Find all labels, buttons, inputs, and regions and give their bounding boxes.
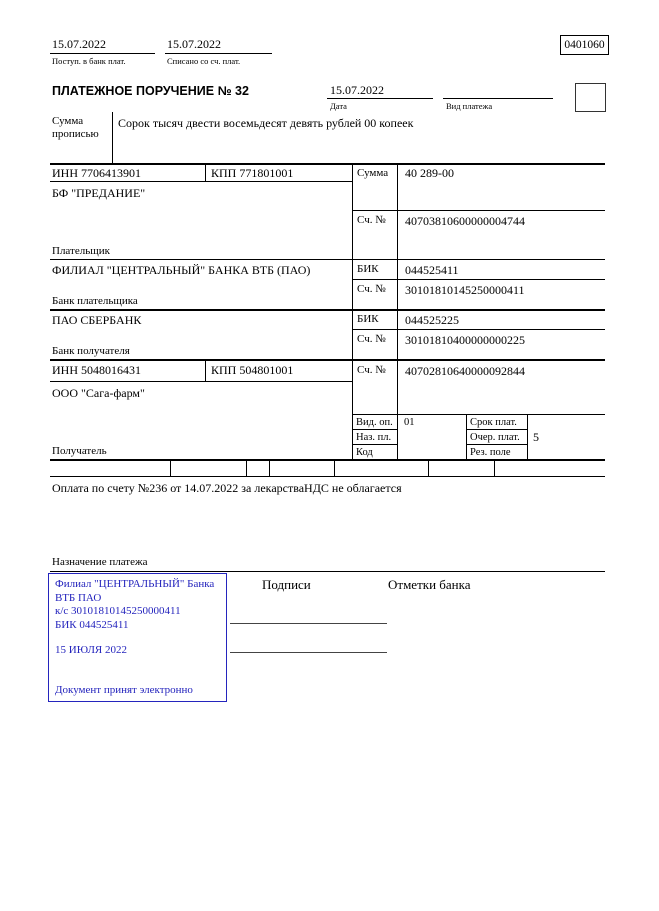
payer-bank-bik-value: 044525411 [405, 263, 459, 277]
divider [494, 461, 495, 476]
code-label: Код [356, 447, 373, 458]
payment-type-label: Вид платежа [446, 101, 493, 111]
divider [352, 279, 605, 280]
divider [352, 429, 397, 430]
payer-inn: ИНН 7706413901 [52, 166, 141, 180]
reserve-label: Рез. поле [470, 447, 511, 458]
divider [50, 571, 605, 572]
purpose-label: Назначение платежа [52, 556, 148, 568]
payer-kpp: КПП 771801001 [211, 166, 294, 180]
form-code-box: 0401060 [560, 35, 609, 55]
divider [50, 476, 605, 477]
received-date-label: Поступ. в банк плат. [52, 56, 126, 66]
payer-bank-name: ФИЛИАЛ "ЦЕНТРАЛЬНЫЙ" БАНКА ВТБ (ПАО) [52, 263, 311, 277]
stamp-corr-account: к/с 30101810145250000411 [55, 605, 181, 617]
signature-line-1 [230, 623, 387, 624]
divider [527, 414, 528, 459]
sum-value: 40 289-00 [405, 166, 454, 180]
divider [246, 461, 247, 476]
divider [352, 329, 605, 330]
amount-words-value: Сорок тысяч двести восемьдесят девять рублей 00 копеек [118, 116, 414, 130]
divider [205, 359, 206, 381]
op-type-label: Вид. оп. [356, 417, 393, 428]
purpose-code-label: Наз. пл. [356, 432, 392, 443]
divider [50, 53, 155, 54]
payer-bank-account-value: 30101810145250000411 [405, 283, 525, 297]
priority-label: Очер. плат. [470, 432, 520, 443]
stamp-bank-name-line1: Филиал "ЦЕНТРАЛЬНЫЙ" Банка [55, 578, 215, 590]
payer-bank-label: Банк плательщика [52, 295, 138, 307]
payee-inn: ИНН 5048016431 [52, 363, 141, 377]
payee-bank-account-value: 30101810400000000225 [405, 333, 525, 347]
divider [165, 53, 272, 54]
op-type-value: 01 [404, 417, 415, 428]
page-title: ПЛАТЕЖНОЕ ПОРУЧЕНИЕ № 32 [52, 84, 249, 98]
amount-words-label: Сумма прописью [52, 115, 99, 140]
payee-account-value: 40702810640000092844 [405, 364, 525, 378]
divider [205, 163, 206, 181]
payer-bank-bik-label: БИК [357, 263, 379, 275]
stamp-note: Документ принят электронно [55, 683, 193, 696]
divider [466, 444, 527, 445]
divider [352, 414, 605, 415]
debited-date-label: Списано со сч. плат. [167, 56, 241, 66]
payee-bank-bik-value: 044525225 [405, 313, 459, 327]
payee-bank-label: Банк получателя [52, 345, 130, 357]
payer-bank-account-label: Сч. № [357, 283, 386, 295]
payer-account-value: 40703810600000004744 [405, 214, 525, 228]
payer-name: БФ "ПРЕДАНИЕ" [52, 186, 146, 200]
payee-label: Получатель [52, 445, 107, 457]
sum-label: Сумма [357, 167, 389, 179]
divider [50, 259, 605, 260]
stamp-date: 15 ИЮЛЯ 2022 [55, 644, 127, 656]
received-date-value: 15.07.2022 [52, 37, 106, 51]
divider [170, 461, 171, 476]
payee-account-label: Сч. № [357, 364, 386, 376]
signatures-label: Подписи [262, 577, 311, 592]
stamp-bik: БИК 044525411 [55, 618, 129, 631]
payer-label: Плательщик [52, 245, 110, 257]
divider [352, 444, 397, 445]
divider [334, 461, 335, 476]
divider [50, 381, 352, 382]
divider [428, 461, 429, 476]
debited-date-value: 15.07.2022 [167, 37, 221, 51]
divider [50, 163, 605, 165]
divider [50, 459, 605, 461]
doc-date-label: Дата [330, 101, 347, 111]
bank-marks-label: Отметки банка [388, 577, 471, 592]
divider [50, 309, 605, 311]
payee-name: ООО "Сага-фарм" [52, 386, 145, 400]
divider [50, 181, 352, 182]
divider [112, 112, 113, 163]
divider [50, 359, 605, 361]
signature-line-2 [230, 652, 387, 653]
doc-date-value: 15.07.2022 [330, 83, 384, 97]
divider [466, 414, 467, 459]
payee-bank-account-label: Сч. № [357, 333, 386, 345]
bank-stamp [48, 573, 227, 702]
payee-kpp: КПП 504801001 [211, 363, 294, 377]
payment-type-checkbox [575, 83, 606, 112]
divider [466, 429, 527, 430]
divider [327, 98, 433, 99]
due-date-label: Срок плат. [470, 417, 517, 428]
priority-value: 5 [533, 430, 539, 444]
stamp-bank-name-line2: ВТБ ПАО [55, 591, 102, 604]
divider [352, 210, 605, 211]
payer-account-label: Сч. № [357, 214, 386, 226]
payee-bank-bik-label: БИК [357, 313, 379, 325]
payee-bank-name: ПАО СБЕРБАНК [52, 313, 142, 327]
divider [269, 461, 270, 476]
purpose-text: Оплата по счету №236 от 14.07.2022 за лекарстваНДС не облагается [52, 481, 402, 495]
divider [443, 98, 553, 99]
